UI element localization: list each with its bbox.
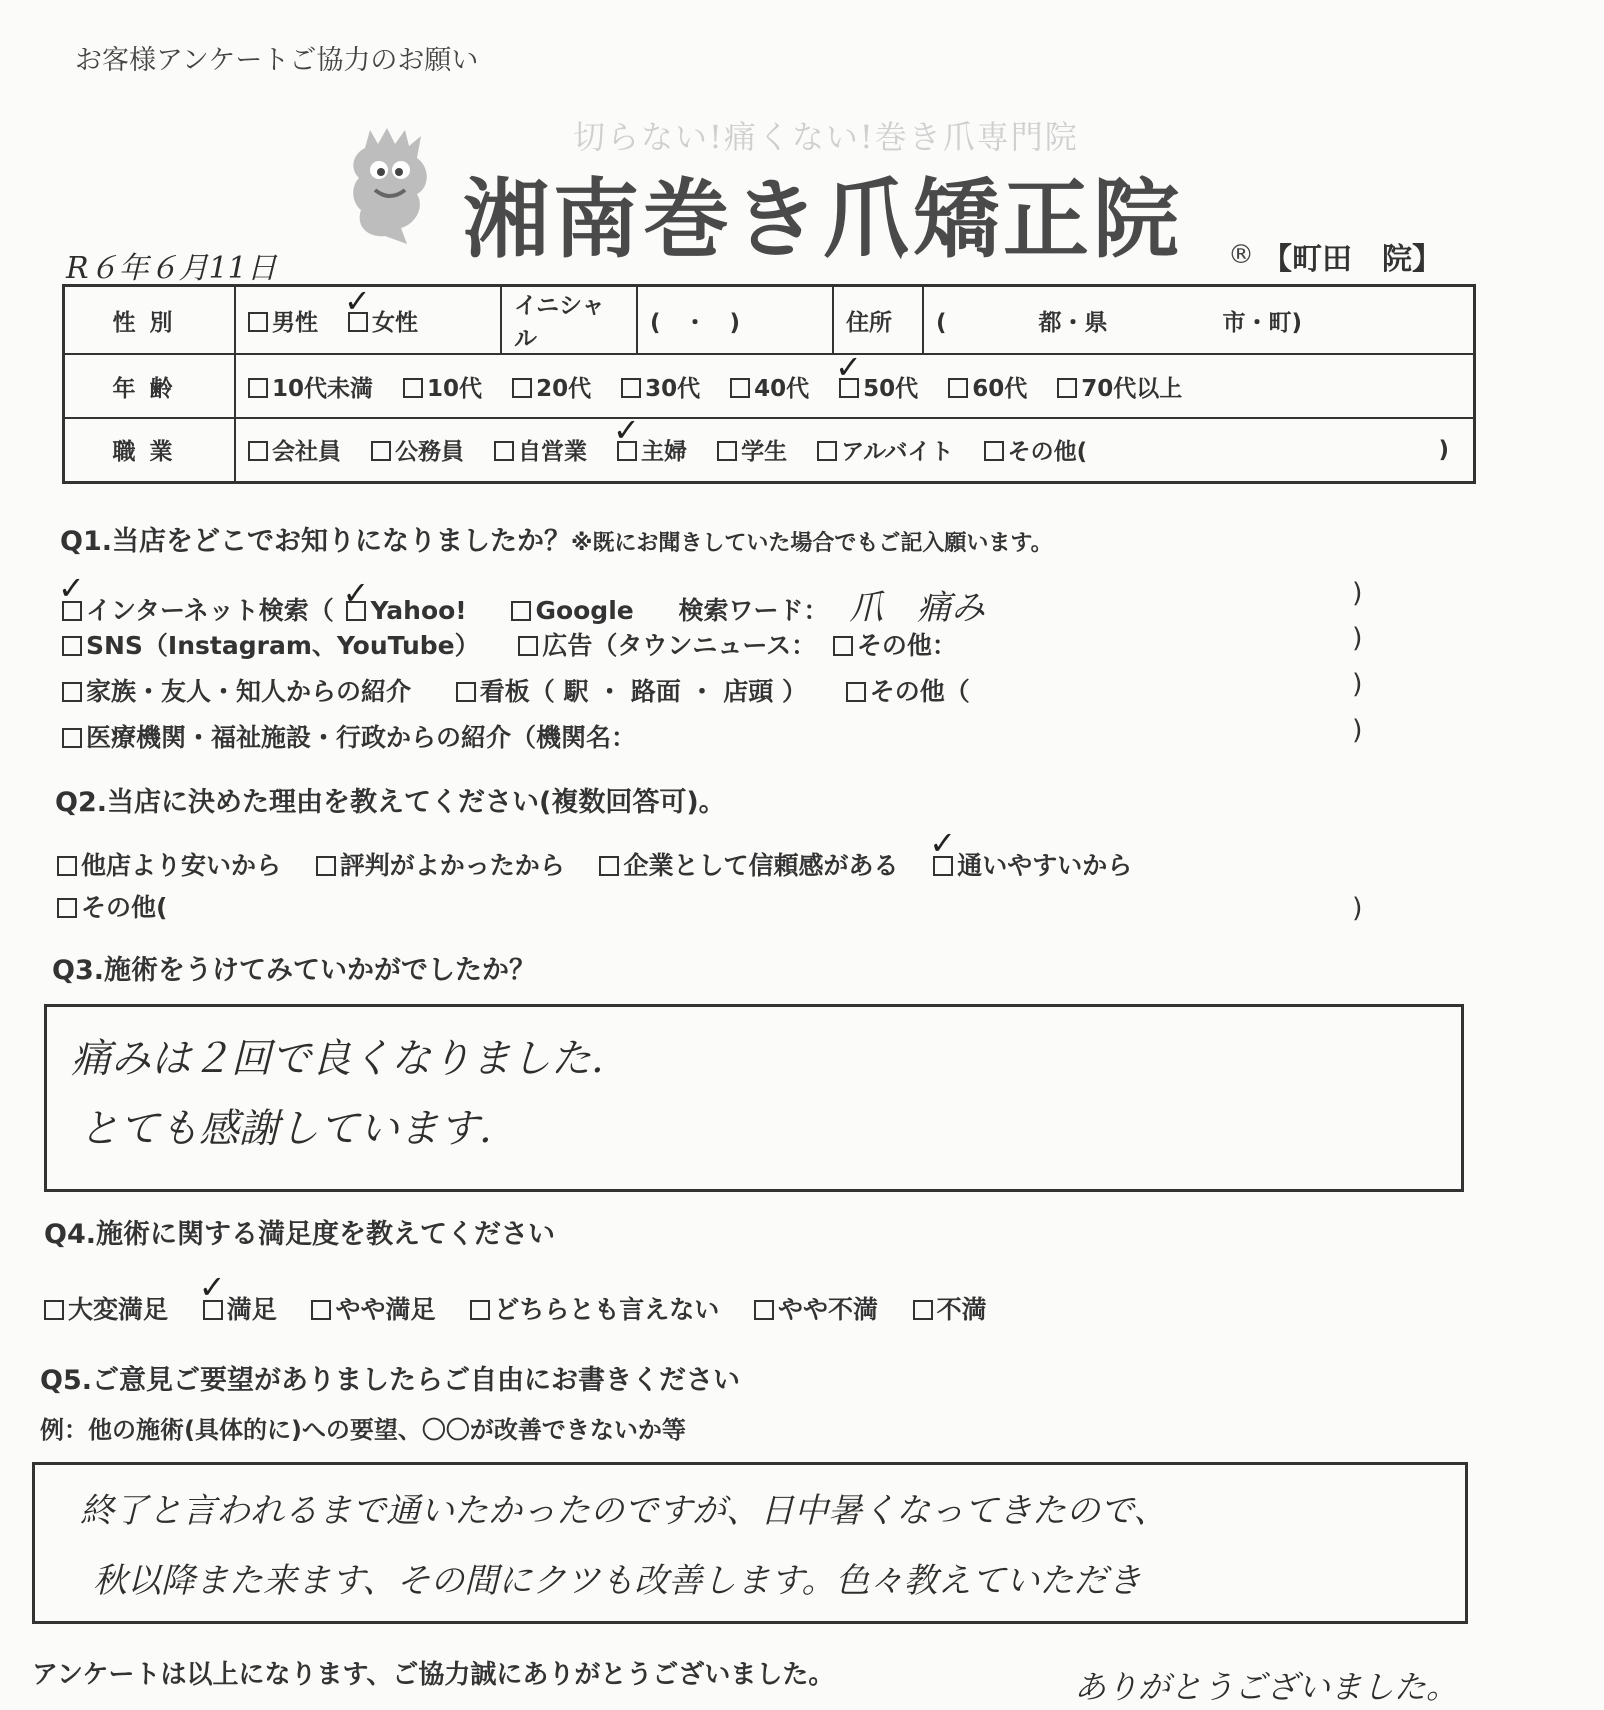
option-label: 70代以上 — [1081, 375, 1183, 402]
option-label: 10代未満 — [272, 375, 374, 402]
age-option[interactable] — [621, 370, 700, 403]
q2-option[interactable] — [599, 846, 898, 882]
job-option[interactable] — [717, 433, 787, 466]
age-option[interactable] — [948, 370, 1027, 403]
option-label: 他店より安いから — [81, 851, 282, 880]
job-option-selected[interactable] — [613, 411, 688, 466]
age-option[interactable] — [248, 370, 373, 403]
job-other-close: ) — [1438, 437, 1449, 463]
q3-title: Q3.施術をうけてみていかがでしたか？ — [52, 955, 536, 986]
option-label: 50代 — [863, 375, 919, 402]
checkbox-icon — [518, 636, 538, 656]
option-label: その他( — [1007, 439, 1088, 466]
checkbox-icon — [248, 441, 268, 461]
q4-option[interactable] — [754, 1290, 878, 1326]
q1-option-internet[interactable] — [58, 569, 334, 627]
age-options — [235, 347, 1475, 418]
q1-option-medical[interactable] — [62, 718, 636, 754]
survey-header-title: お客様アンケートご協力のお願い — [75, 45, 479, 76]
q1-option-sns[interactable] — [62, 626, 480, 662]
option-label: 30代 — [645, 375, 701, 402]
q1-note: ※既にお聞きしていた場合でもご記入願います。 — [571, 531, 1053, 556]
option-label: Yahoo! — [370, 596, 467, 625]
initial-label: イニシャル — [501, 286, 637, 355]
checkbox-icon — [62, 682, 82, 702]
checkbox-icon — [833, 636, 853, 656]
option-label: 看板（ 駅 ・ 路面 ・ 店頭 ） — [479, 677, 807, 706]
q1-option-sign-other[interactable] — [846, 672, 970, 708]
age-option[interactable] — [730, 370, 809, 403]
option-label: やや満足 — [335, 1295, 436, 1324]
q4-option[interactable] — [470, 1290, 719, 1326]
q4-option[interactable] — [44, 1290, 168, 1326]
q4-title: Q4.施術に関する満足度を教えてください — [44, 1219, 555, 1250]
option-label: 評判がよかったから — [339, 851, 565, 880]
respondent-info-table — [62, 281, 1476, 484]
q1-row-sns — [62, 626, 979, 662]
check-mark-icon: ✓ — [613, 411, 640, 450]
q1-row1-close: ) — [1352, 578, 1363, 609]
checkbox-icon — [456, 682, 476, 702]
checkbox-icon — [599, 856, 619, 876]
option-label: その他： — [856, 631, 957, 660]
option-label: やや不満 — [777, 1295, 878, 1324]
option-label: インターネット検索（ — [86, 596, 334, 625]
job-options — [235, 411, 1475, 482]
q1-title: Q1.当店をどこでお知りになりましたか？ — [60, 526, 571, 557]
q4-option[interactable] — [913, 1290, 987, 1326]
address-label: 住所 — [833, 286, 923, 355]
age-option[interactable] — [1057, 370, 1182, 403]
option-label: 自営業 — [518, 439, 588, 466]
clinic-tagline: 切らない!痛くない!巻き爪専門院 — [573, 118, 1079, 156]
option-label: 男性 — [272, 309, 318, 336]
footer-thanks: アンケートは以上になります、ご協力誠にありがとうございました。 — [32, 1660, 835, 1690]
option-label: 大変満足 — [68, 1295, 169, 1324]
q2-title: Q2.当店に決めた理由を教えてください(複数回答可)。 — [55, 787, 726, 818]
option-label: 不満 — [936, 1295, 987, 1324]
q1-keyword-value[interactable]: 爪 痛み — [849, 588, 986, 628]
option-label: SNS（Instagram、YouTube） — [86, 631, 480, 660]
checkbox-icon — [948, 378, 968, 398]
option-label: 家族・友人・知人からの紹介 — [86, 677, 412, 706]
option-label: その他( — [81, 893, 168, 922]
q5-answer-line1: 終了と言われるまで通いたかったのですが、日中暑くなってきたので、 — [80, 1491, 1168, 1531]
q2-option[interactable] — [57, 846, 281, 882]
option-label: 医療機関・福祉施設・行政からの紹介（機関名： — [86, 723, 637, 752]
q1-option-ad-other[interactable] — [833, 626, 957, 662]
checkbox-icon — [62, 728, 82, 748]
q5-answer-box[interactable] — [32, 1462, 1468, 1624]
q3-answer-line2: とても感謝しています. — [79, 1106, 492, 1152]
q5-title: Q5.ご意見ご要望がありましたらご自由にお書きください — [40, 1365, 740, 1396]
q2-other-close: ) — [1352, 893, 1363, 924]
check-mark-icon: ✓ — [344, 281, 371, 320]
option-label: 女性 — [372, 309, 419, 336]
q2-option-selected[interactable] — [929, 824, 1133, 882]
q2-other — [57, 888, 189, 924]
option-label: 広告（タウンニュース： — [542, 631, 817, 660]
gender-options — [235, 281, 501, 355]
option-label: 学生 — [741, 439, 788, 466]
checkbox-icon — [511, 601, 531, 621]
checkbox-icon — [621, 378, 641, 398]
checkbox-icon — [470, 1300, 490, 1320]
q1-row2-close: ) — [1352, 623, 1363, 654]
checkbox-icon — [717, 441, 737, 461]
option-label: 満足 — [226, 1295, 277, 1324]
checkbox-icon — [913, 1300, 933, 1320]
option-label: 公務員 — [395, 439, 465, 466]
checkbox-icon — [730, 378, 750, 398]
option-label: 10代 — [427, 375, 483, 402]
q1-heading — [60, 519, 1053, 558]
q2-option[interactable] — [316, 846, 565, 882]
job-option[interactable] — [817, 433, 953, 466]
q1-option-sign[interactable] — [456, 672, 807, 708]
q4-options — [44, 1268, 1009, 1326]
q1-option-ad[interactable] — [518, 626, 816, 662]
q4-option-selected[interactable] — [198, 1268, 277, 1326]
q1-row-family — [62, 672, 992, 708]
checkbox-icon — [1057, 378, 1077, 398]
clinic-name: 湘南巻き爪矯正院 — [463, 169, 1183, 270]
checkbox-icon — [846, 682, 866, 702]
address-field[interactable]: ( 都・県 市・町) — [923, 286, 1475, 355]
job-option[interactable] — [371, 433, 464, 466]
check-mark-icon: ✓ — [58, 569, 85, 607]
age-label: 年齢 — [64, 354, 236, 418]
checkbox-icon — [57, 898, 77, 918]
job-option[interactable] — [984, 433, 1088, 466]
registered-mark: ® — [1228, 240, 1254, 270]
gender-label: 性別 — [64, 286, 236, 355]
option-label: その他（ — [869, 677, 970, 706]
initial-field[interactable]: ( ・ ) — [637, 286, 833, 355]
job-label: 職業 — [64, 418, 236, 482]
q5-example: 例：他の施術(具体的に)への要望、〇〇が改善できないか等 — [40, 1416, 686, 1444]
option-label: 40代 — [754, 375, 810, 402]
q1-option-yahoo[interactable] — [342, 574, 467, 625]
checkbox-icon — [403, 378, 423, 398]
option-label: 20代 — [536, 375, 592, 402]
checkbox-icon — [316, 856, 336, 876]
q5-answer-line3: ありがとうございました。 — [1074, 1668, 1459, 1706]
checkbox-icon — [494, 441, 514, 461]
option-label: どちらとも言えない — [494, 1295, 720, 1324]
checkbox-icon — [817, 441, 837, 461]
q1-option-google[interactable] — [511, 596, 633, 625]
q1-row-medical — [62, 718, 658, 754]
q1-keyword-label: 検索ワード： — [678, 596, 829, 625]
checkbox-icon — [754, 1300, 774, 1320]
option-label: 企業として信頼感がある — [623, 851, 899, 880]
gender-option-male[interactable] — [248, 304, 318, 337]
checkbox-icon — [62, 636, 82, 656]
checkbox-icon — [984, 441, 1004, 461]
checkbox-icon — [248, 312, 268, 332]
option-label: Google — [535, 596, 634, 625]
job-option[interactable] — [248, 433, 341, 466]
q3-answer-box[interactable] — [44, 1004, 1464, 1192]
checkbox-icon — [57, 856, 77, 876]
q5-answer-line2: 秋以降また来ます、その間にクツも改善します。色々教えていただき — [93, 1561, 1142, 1601]
checkbox-icon — [248, 378, 268, 398]
checkbox-icon — [371, 441, 391, 461]
q1-row3-close: ) — [1352, 669, 1363, 700]
option-label: アルバイト — [841, 439, 954, 466]
q3-answer-line1: 痛みは２回で良くなりました. — [71, 1036, 604, 1082]
branch-name: 【町田 院】 — [1262, 242, 1442, 277]
check-mark-icon: ✓ — [198, 1268, 226, 1306]
q2-option-other[interactable] — [57, 888, 167, 924]
mascot-logo — [345, 128, 435, 246]
option-label: 会社員 — [272, 439, 341, 466]
q4-option[interactable] — [311, 1290, 435, 1326]
check-mark-icon: ✓ — [929, 824, 957, 862]
age-option-selected[interactable] — [835, 347, 919, 403]
checkbox-icon — [512, 378, 532, 398]
option-label: 通いやすいから — [957, 851, 1133, 880]
age-option[interactable] — [403, 370, 482, 403]
q1-option-family[interactable] — [62, 672, 411, 708]
checkbox-icon — [44, 1300, 64, 1320]
option-label: 主婦 — [641, 439, 688, 466]
check-mark-icon: ✓ — [342, 574, 370, 612]
job-option[interactable] — [494, 433, 587, 466]
option-label: 60代 — [972, 375, 1028, 402]
q1-row-internet — [58, 569, 986, 629]
q1-row4-close: ) — [1352, 715, 1363, 746]
survey-date: R６年６月11日 — [66, 251, 277, 286]
checkbox-icon — [311, 1300, 331, 1320]
check-mark-icon: ✓ — [835, 347, 862, 386]
age-option[interactable] — [512, 370, 591, 403]
gender-option-female[interactable] — [344, 281, 419, 337]
q2-options — [57, 824, 1154, 882]
